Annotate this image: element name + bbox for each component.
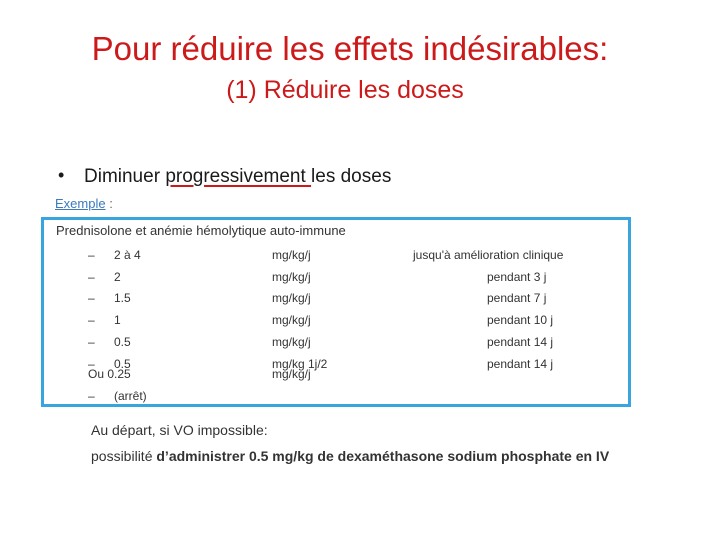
note-line-2-pre: possibilité bbox=[91, 448, 157, 464]
row-unit: mg/kg/j bbox=[272, 313, 311, 327]
stop-dash: – bbox=[88, 389, 95, 403]
row-duration: pendant 3 j bbox=[487, 270, 547, 284]
row-dash: – bbox=[88, 313, 95, 327]
slide-title: Pour réduire les effets indésirables: bbox=[91, 30, 609, 67]
exemple-suffix: : bbox=[105, 196, 113, 211]
row-unit: mg/kg/j bbox=[272, 291, 311, 305]
note-line-2 bbox=[91, 448, 609, 464]
row-dose: 1 bbox=[114, 313, 121, 327]
bullet-emphasis: progressivement bbox=[165, 166, 312, 187]
stop-label: (arrêt) bbox=[114, 389, 147, 403]
bullet-marker: • bbox=[58, 165, 65, 185]
exemple-link[interactable]: Exemple bbox=[55, 196, 106, 211]
dosage-box-title: Prednisolone et anémie hémolytique auto-immune bbox=[56, 223, 346, 238]
row-duration: pendant 7 j bbox=[487, 291, 547, 305]
row-duration: jusqu'à amélioration clinique bbox=[413, 248, 564, 262]
slide-subtitle: (1) Réduire les doses bbox=[226, 76, 464, 104]
row-dose: 2 à 4 bbox=[114, 248, 141, 262]
bullet-post: les doses bbox=[311, 166, 392, 187]
bullet-text bbox=[84, 166, 391, 188]
row-unit: mg/kg 1j/2 bbox=[272, 357, 328, 371]
note-line-1: Au départ, si VO impossible: bbox=[91, 422, 268, 438]
bullet-pre: Diminuer bbox=[84, 166, 166, 187]
row-unit: mg/kg/j bbox=[272, 248, 311, 262]
row-dash: – bbox=[88, 291, 95, 305]
row-dash: – bbox=[88, 248, 95, 262]
row-duration: pendant 10 j bbox=[487, 313, 554, 327]
row-duration: pendant 14 j bbox=[487, 335, 554, 349]
row-unit: mg/kg/j bbox=[272, 335, 311, 349]
alt-unit: mg/kg/j bbox=[272, 367, 311, 381]
row-dash: – bbox=[88, 270, 95, 284]
row-duration: pendant 14 j bbox=[487, 357, 554, 371]
alt-dose: Ou 0.25 bbox=[88, 367, 131, 381]
row-dash: – bbox=[88, 335, 95, 349]
row-dose: 1.5 bbox=[114, 291, 131, 305]
row-dash: – bbox=[88, 357, 95, 371]
row-dose: 2 bbox=[114, 270, 121, 284]
note-line-2-bold: d’administrer 0.5 mg/kg de dexaméthasone sodium phosphate en IV bbox=[156, 448, 610, 464]
row-dose: 0.5 bbox=[114, 357, 131, 371]
row-unit: mg/kg/j bbox=[272, 270, 311, 284]
exemple-label bbox=[55, 196, 113, 211]
row-dose: 0.5 bbox=[114, 335, 131, 349]
